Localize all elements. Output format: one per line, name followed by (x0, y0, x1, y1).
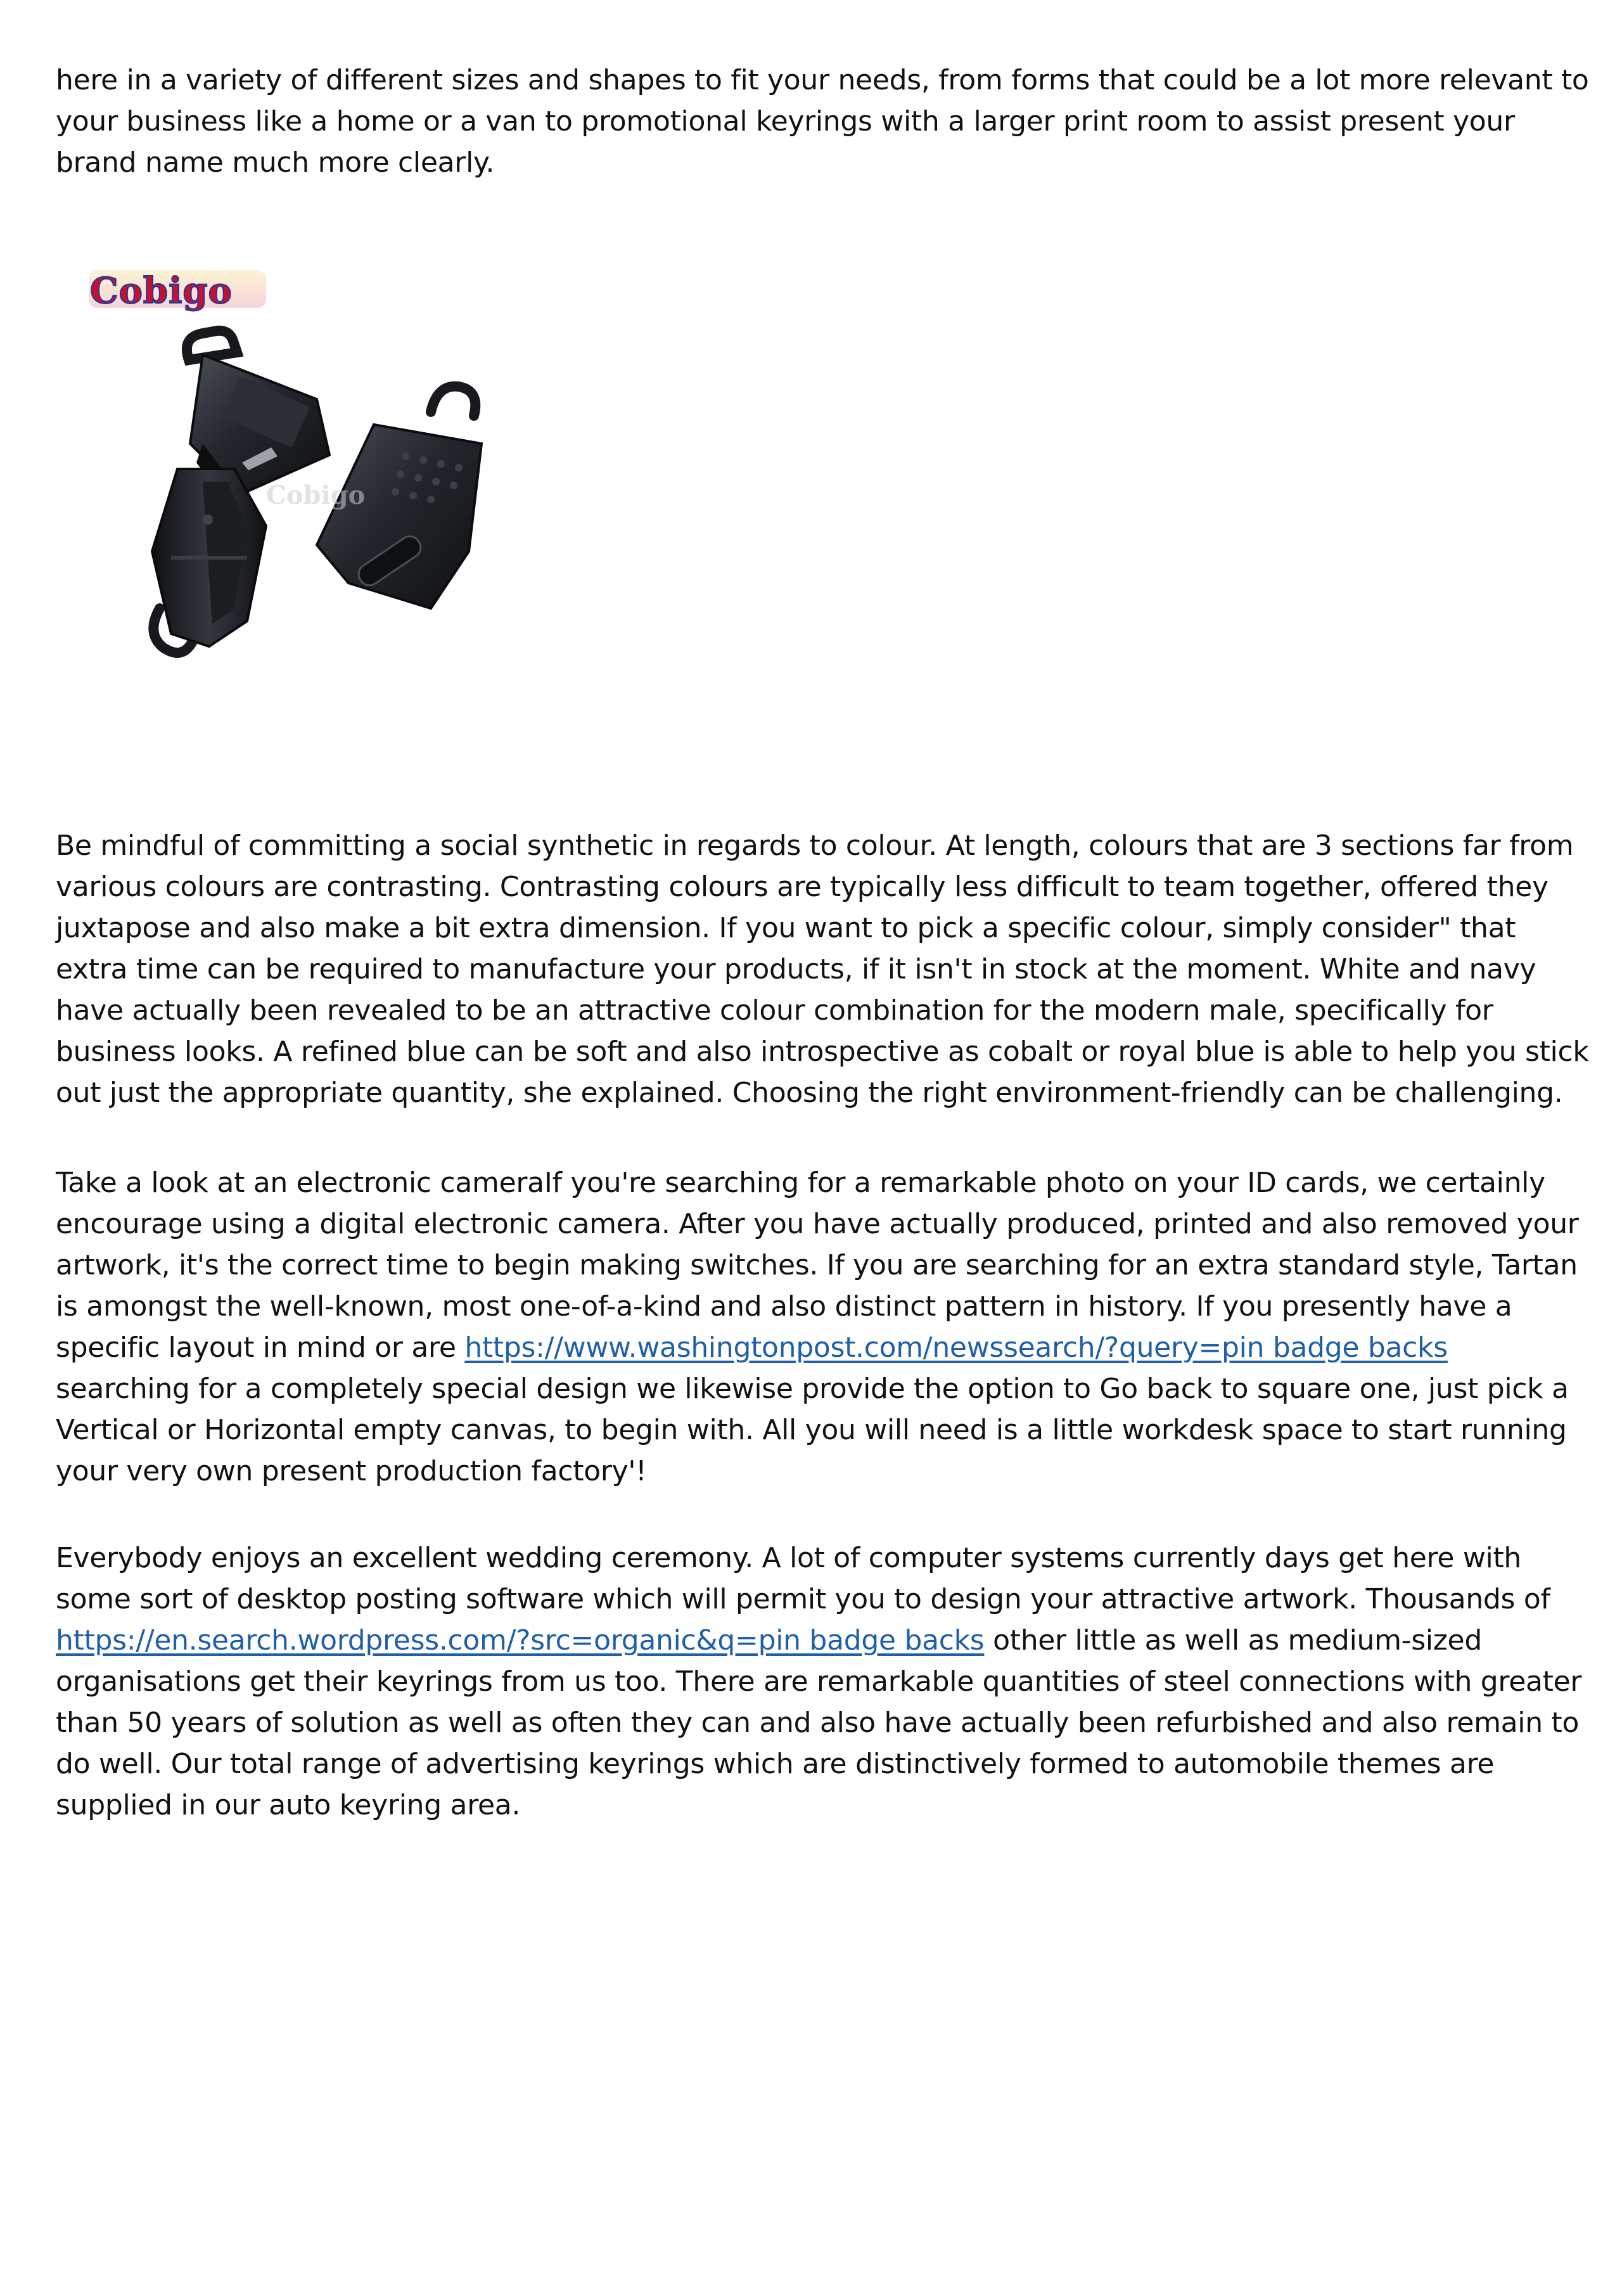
product-photo (76, 253, 545, 684)
paragraph-camera-text-end: searching for a completely special design we likewise provide the option to Go back to square one, just pick a Vertical or Horizontal empty canvas, to begin with. All you will need is a little workdesk space to start running your very own present production factory'! (56, 1373, 1569, 1487)
paragraph-camera (56, 1162, 1589, 1492)
paragraph-intro: here in a variety of different sizes and shapes to fit your needs, from forms that could be a lot more relevant to your business like a home or a van to promotional keyrings with a larger print room to assist present your brand name much more clearly. (56, 64, 1589, 179)
washingtonpost-search-link[interactable]: https://www.washingtonpost.com/newssearch/?query=pin badge backs (464, 1331, 1448, 1364)
wordpress-search-link[interactable]: https://en.search.wordpress.com/?src=organic&q=pin badge backs (56, 1624, 985, 1657)
clip-standing-icon (152, 469, 266, 653)
brand-logo-text: Cobigo (90, 270, 233, 312)
paragraph-colour: Be mindful of committing a social synthetic in regards to colour. At length, colours that are 3 sections far from various colours are contrasting. Contrasting colours are typically less difficult to team together, offered they juxtapose and also make a bit extra dimension. If you want to pick a specific colour, simply consider" that extra time can be required to manufacture your products, if it isn't in stock at the moment. White and navy have actually been revealed to be an attractive colour combination for the modern male, specifically for business looks. A refined blue can be soft and also introspective as cobalt or royal blue is able to help you stick out just the appropriate quantity, she explained. Choosing the right environment-friendly can be challenging. (56, 830, 1589, 1109)
paragraph-wedding-text-start: Everybody enjoys an excellent wedding ceremony. A lot of computer systems currently days get here with some sort of desktop posting software which will permit you to design your attractive artwork. Thousands of (56, 1542, 1550, 1615)
paragraph-wedding (56, 1537, 1589, 1826)
paragraph-wedding-text-end: other little as well as medium-sized organisations get their keyrings from us too. There are remarkable quantities of steel connections with greater than 50 years of solution as well as often they can and also have actually been refurbished and also remain to do well. Our total range of advertising keyrings which are distinctively formed to automobile themes are supplied in our auto keyring area. (56, 1624, 1582, 1821)
watermark-text: Cobigo (266, 480, 366, 510)
paragraph-camera-text-start: Take a look at an electronic cameraIf you're searching for a remarkable photo on your ID cards, we certainly encourage using a digital electronic camera. After you have actually produced, printed and also removed your artwork, it's the correct time to begin making switches. If you are searching for an extra standard style, Tartan is amongst the well-known, most one-of-a-kind and also distinct pattern in history. If you presently have a specific layout in mind or are (56, 1167, 1579, 1364)
brand-logo (89, 270, 266, 312)
